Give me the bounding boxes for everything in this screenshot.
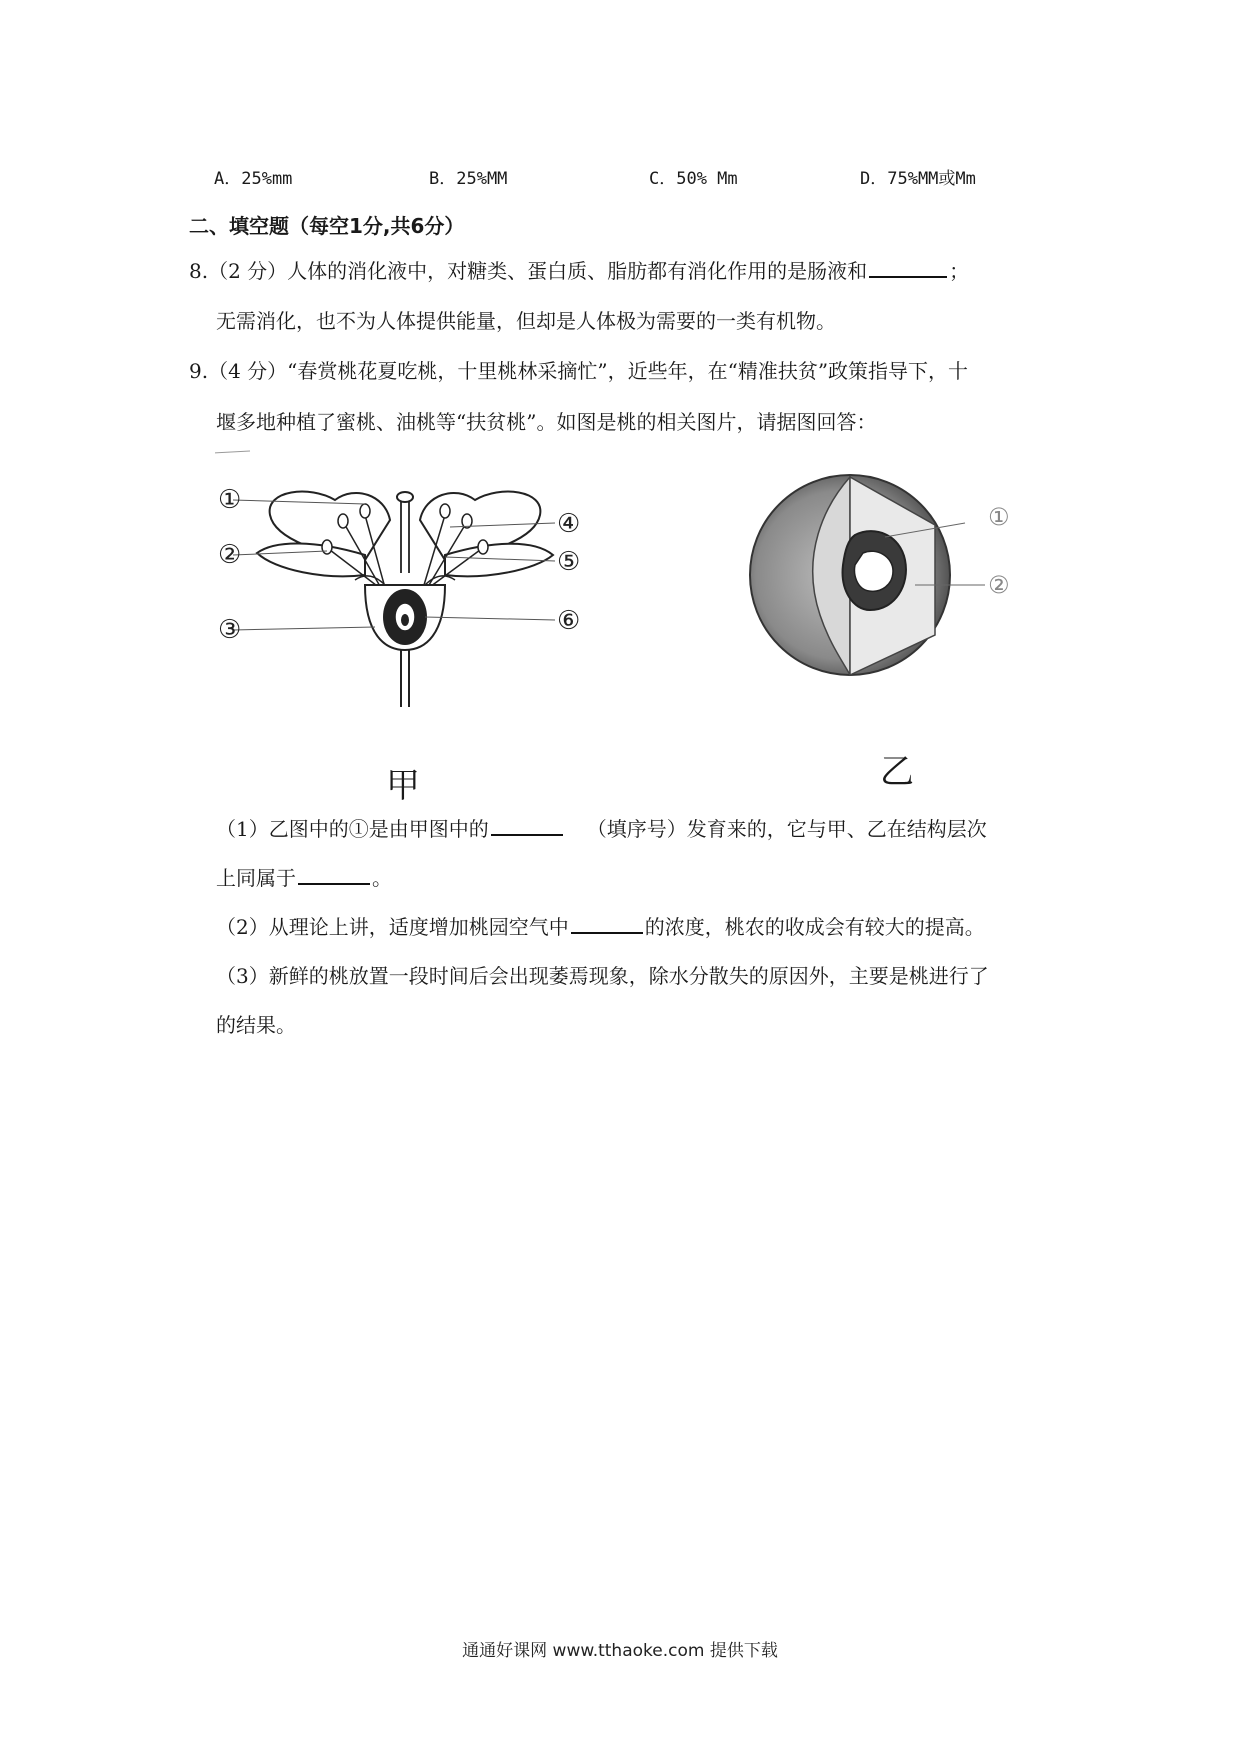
- sub2-text-a: （2）从理论上讲，适度增加桃园空气中: [216, 915, 569, 939]
- sub1-text-c: 上同属于: [216, 866, 296, 890]
- stigma: [397, 492, 413, 502]
- option-b: B．25%MM: [429, 169, 508, 189]
- option-d: D．75%MM或Mm: [860, 169, 976, 189]
- ovule-core: [401, 614, 409, 626]
- peach-label-2: ②: [988, 571, 1010, 599]
- sub1-text-d: 。: [372, 866, 392, 890]
- sub1-line-1: [216, 819, 987, 839]
- sub1-text-b: （填序号）发育来的，它与甲、乙在结构层次: [586, 817, 987, 841]
- sub2-blank[interactable]: [571, 931, 643, 934]
- q9-line-1: 9.（4 分）“春赏桃花夏吃桃，十里桃林采摘忙”，近些年，在“精准扶贫”政策指导下，十: [189, 359, 969, 383]
- sub2-text-b: 的浓度，桃农的收成会有较大的提高。: [644, 915, 985, 939]
- q8-text: 8.（2 分）人体的消化液中，对糖类、蛋白质、脂肪都有消化作用的是肠液和: [189, 259, 868, 283]
- sub1-blank-1[interactable]: [491, 833, 563, 836]
- peach-caption: 乙: [880, 752, 914, 792]
- sub1-text-a: （1）乙图中的①是由甲图中的: [216, 817, 489, 841]
- peach-label-1: ①: [988, 503, 1010, 531]
- sub3-line-1: （3）新鲜的桃放置一段时间后会出现萎焉现象，除水分散失的原因外，主要是桃进行了: [216, 964, 989, 988]
- flower-label-4: ④: [557, 509, 581, 539]
- flower-caption: 甲: [386, 766, 420, 806]
- sub1-blank-2[interactable]: [298, 882, 370, 885]
- q9-line-2: 堰多地种植了蜜桃、油桃等“扶贫桃”。如图是桃的相关图片，请据图回答：: [216, 410, 877, 434]
- flower-label-2: ②: [218, 540, 242, 570]
- peach-diagram: [745, 465, 1045, 705]
- q8-line-1: [189, 261, 969, 281]
- sub1-line-2: [216, 868, 392, 888]
- sub3-line-2: 的结果。: [216, 1013, 296, 1037]
- flower-label-6: ⑥: [557, 606, 581, 636]
- peach-seed: [855, 551, 893, 591]
- q8-end: ；: [949, 259, 970, 283]
- q8-line-2: 无需消化，也不为人体提供能量，但却是人体极为需要的一类有机物。: [216, 309, 836, 333]
- q8-blank[interactable]: [869, 275, 947, 278]
- option-a: A．25%mm: [214, 169, 293, 189]
- sub2-line: [216, 917, 985, 937]
- flower-label-1: ①: [218, 485, 242, 515]
- option-c: C．50% Mm: [649, 169, 738, 189]
- flower-label-5: ⑤: [557, 547, 581, 577]
- page-footer: 通通好课网 www.tthaoke.com 提供下载: [462, 1641, 778, 1661]
- section-heading: 二、填空题（每空1分,共6分）: [189, 214, 465, 238]
- flower-label-3: ③: [218, 615, 242, 645]
- flower-diagram: [215, 445, 595, 715]
- scan-mark: [215, 451, 250, 453]
